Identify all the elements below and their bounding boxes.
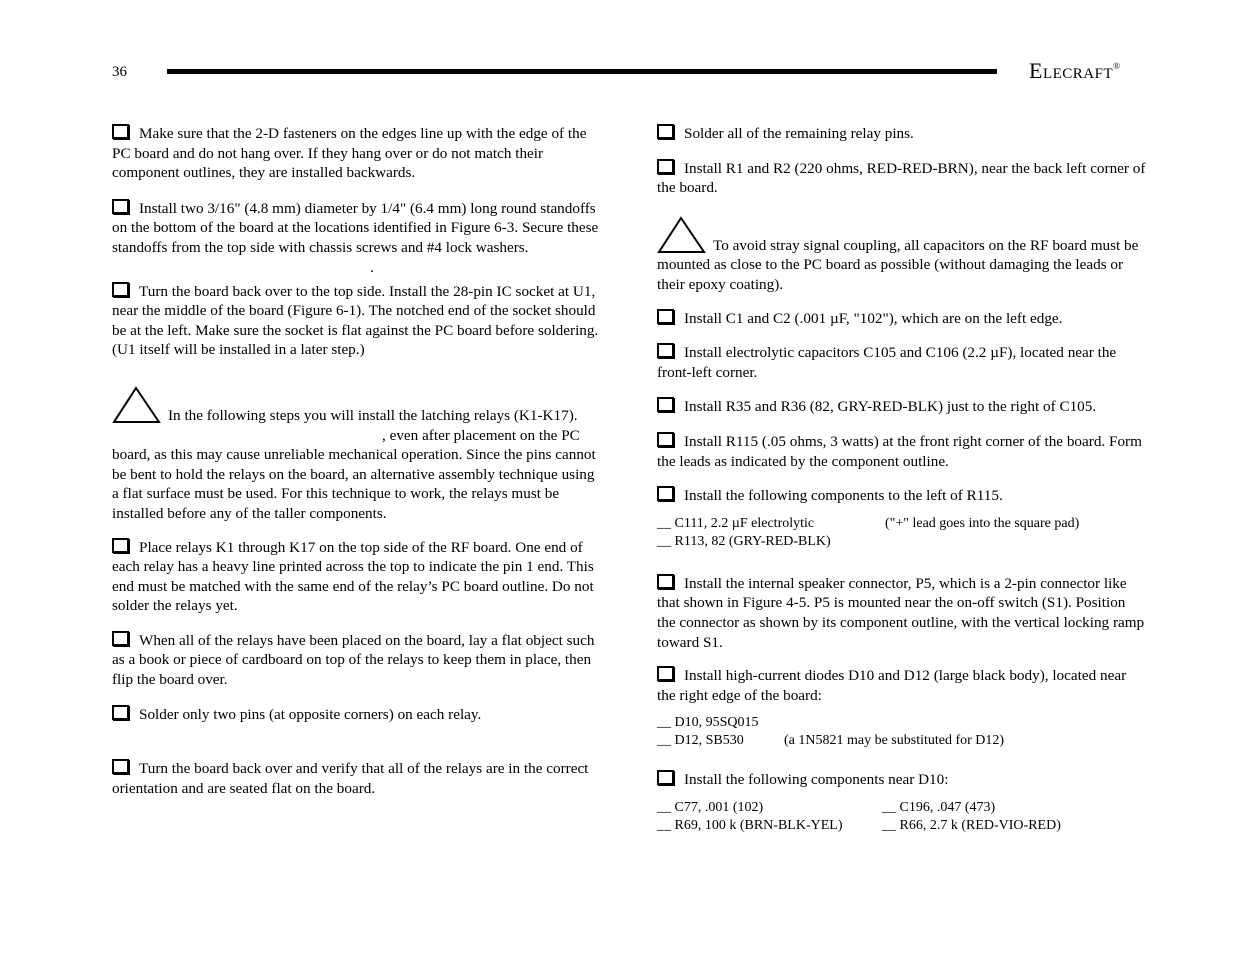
step-diodes [657,666,1147,705]
step-verify-relays [112,759,602,798]
caution-text-a: In the following steps you will install the latching relays (K1-K17). [168,406,578,424]
list-cell: __ C196, .047 (473) [882,799,996,815]
header-rule [167,69,997,74]
step-text: Install the following components near D10: [684,771,949,789]
step-r1-r2 [657,159,1147,198]
step-solder-two [112,705,602,725]
brand-rest: LECRAFT [1042,66,1114,82]
checkbox-icon[interactable] [112,631,129,646]
list-cell: __ C77, .001 (102) [657,799,764,815]
brand-mark: ® [1113,61,1121,71]
left-column [112,120,602,798]
step-r35-r36 [657,397,1147,417]
component-list-d10 [657,799,1147,835]
step-text: Turn the board back over to the top side. Install the 28-pin IC socket at U1, near the middle of the board (Figure 6-1). The notched end of the socket should be at the left. Make sure the socket is flat against the PC board before soldering. (U1 itself will be installed in a later step.) [112,282,599,359]
checkbox-icon[interactable] [112,705,129,720]
step-near-d10 [657,770,1147,790]
step-speaker-connector [657,574,1147,652]
step-text: Install R1 and R2 (220 ohms, RED-RED-BRN), near the back left corner of the board. [657,159,1146,197]
step-text: Install the internal speaker connector, P5, which is a 2-pin connector like that shown in Figure 4-5. P5 is mounted near the on-off switch (S1). Position the connector as shown by its component outline, with the vertical locking ramp toward S1. [657,574,1145,651]
checkbox-icon[interactable] [112,124,129,139]
checkbox-icon[interactable] [657,432,674,447]
list-item [657,799,1147,817]
checkbox-icon[interactable] [657,486,674,501]
caution-triangle-icon [657,216,709,254]
list-cell: __ D10, 95SQ015 [657,715,759,731]
step-text: Install high-current diodes D10 and D12 (large black body), located near the right edge of the board: [657,667,1127,704]
step-ic-socket [112,282,602,360]
step-text: Turn the board back over and verify that all of the relays are in the correct orientation and are seated flat on the board. [112,760,589,797]
step-text: Make sure that the 2-D fasteners on the edges line up with the edge of the PC board and do not hang over. If they hang over or do not match their component outlines, they are installed backwards. [112,125,587,182]
step-solder-remaining [657,124,1147,144]
step-text: Solder all of the remaining relay pins. [684,125,914,142]
checkbox-icon[interactable] [112,538,129,553]
checkbox-icon[interactable] [657,124,674,139]
list-item [657,817,1147,835]
checkbox-icon[interactable] [112,759,129,774]
caution-triangle-icon [112,386,164,424]
caution-capacitors [657,216,1147,295]
stray-dot: . [370,258,374,276]
step-place-relays [112,538,602,616]
checkbox-icon[interactable] [657,309,674,324]
step-c1-c2 [657,309,1147,329]
checkbox-icon[interactable] [657,159,674,174]
step-flat-object [112,631,602,690]
step-standoffs [112,199,602,258]
step-fasteners [112,124,602,183]
step-r115 [657,432,1147,471]
list-cell: __ C111, 2.2 µF electrolytic [657,515,815,531]
step-text: Install R115 (.05 ohms, 3 watts) at the front right corner of the board. Form the leads as indicated by the component outline. [657,432,1142,470]
step-text: Install two 3/16" (4.8 mm) diameter by 1/4" (6.4 mm) long round standoffs on the bottom of the board at the locations identified in Figure 6-3. Secure these standoffs from the top side with chassis screws and #4 lock washers. [112,199,599,256]
checkbox-icon[interactable] [112,282,129,297]
right-column [657,120,1147,835]
step-text: Install C1 and C2 (.001 µF, "102"), which are on the left edge. [684,309,1063,327]
checkbox-icon[interactable] [657,574,674,589]
step-left-of-r115 [657,486,1147,506]
list-cell: (a 1N5821 may be substituted for D12) [784,733,1005,749]
brand-logo [1029,58,1120,84]
checkbox-icon[interactable] [112,199,129,214]
step-text: Install R35 and R36 (82, GRY-RED-BLK) just to the right of C105. [684,398,1097,416]
checkbox-icon[interactable] [657,666,674,681]
list-cell: __ D12, SB530 [657,733,744,749]
list-item [657,533,1147,551]
component-list-r115 [657,515,1147,551]
list-cell: __ R113, 82 (GRY-RED-BLK) [657,533,831,549]
caution-relays [112,386,602,524]
step-text: When all of the relays have been placed on the board, lay a flat object such as a book or piece of cardboard on top of the relays to keep them in place, then flip the board over. [112,631,595,689]
caution-text-b: , even after placement on the PC board, as this may cause unreliable mechanical operation. Since the pins cannot be bent to hold the relays on the board, an alternative assembly technique using a flat surface must be used. For this technique to work, the relays must be installed before any of the taller components. [112,426,596,522]
step-text: Solder only two pins (at opposite corners) on each relay. [139,705,482,723]
list-item [657,714,1147,732]
list-cell: __ R69, 100 k (BRN-BLK-YEL) [657,817,843,833]
checkbox-icon[interactable] [657,397,674,412]
list-item [657,732,1147,750]
caution-text: To avoid stray signal coupling, all capacitors on the RF board must be mounted as close to the PC board as possible (without damaging the leads or their epoxy coating). [657,236,1139,293]
step-text: Install electrolytic capacitors C105 and C106 (2.2 µF), located near the front-left corner. [657,344,1117,381]
brand-initial: E [1029,58,1043,83]
checkbox-icon[interactable] [657,343,674,358]
step-text: Place relays K1 through K17 on the top side of the RF board. One end of each relay has a heavy line printed across the top to indicate the pin 1 end. This end must be matched with the same end of the relay’s PC board outline. Do not solder the relays yet. [112,538,594,615]
step-text: Install the following components to the left of R115. [684,487,1003,505]
checkbox-icon[interactable] [657,770,674,785]
component-list-diodes [657,714,1147,750]
step-c105-c106 [657,343,1147,382]
page-number: 36 [112,64,127,80]
list-cell: ("+" lead goes into the square pad) [885,515,1080,531]
list-cell: __ R66, 2.7 k (RED-VIO-RED) [882,817,1061,833]
list-item [657,515,1147,533]
